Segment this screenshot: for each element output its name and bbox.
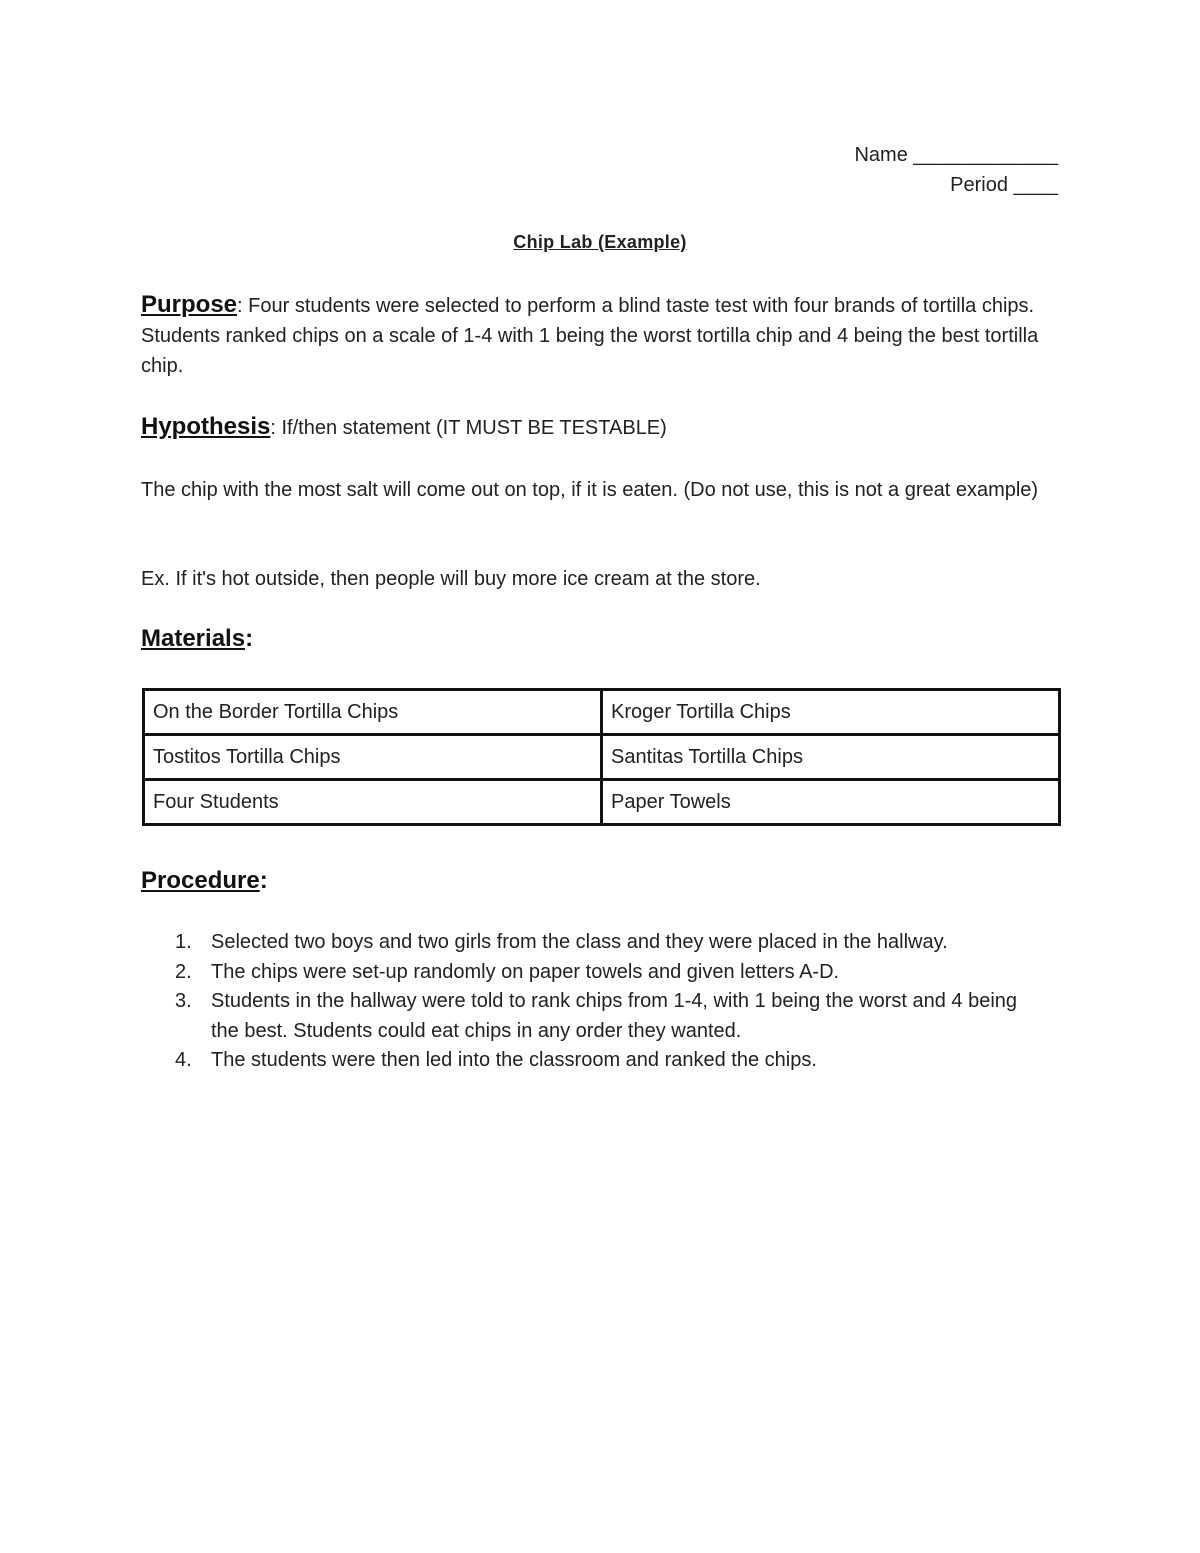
step-text: The students were then led into the classroom and ranked the chips. <box>211 1049 817 1071</box>
materials-colon: : <box>245 625 254 652</box>
hypothesis-section <box>141 412 1061 443</box>
step-text: Students in the hallway were told to rank chips from 1-4, with 1 being the worst and 4 being the best. Students could eat chips in any order they wanted. <box>211 990 1018 1042</box>
list-item <box>141 958 1041 988</box>
table-row <box>144 690 1060 735</box>
table-row <box>144 780 1060 825</box>
table-cell: On the Border Tortilla Chips <box>144 690 602 735</box>
table-cell: Four Students <box>144 780 602 825</box>
step-text: Selected two boys and two girls from the class and they were placed in the hallway. <box>211 931 948 953</box>
step-number: 1. <box>175 931 192 953</box>
hypothesis-text: : If/then statement (IT MUST BE TESTABLE) <box>270 417 667 439</box>
hypothesis-heading: Hypothesis <box>141 413 271 440</box>
list-item <box>141 1046 1041 1076</box>
document-title: Chip Lab (Example) <box>513 232 687 252</box>
step-number: 2. <box>175 960 192 983</box>
procedure-colon: : <box>259 867 268 894</box>
list-item <box>141 987 1041 1046</box>
materials-table <box>142 688 1061 826</box>
table-row <box>144 735 1060 780</box>
purpose-heading: Purpose <box>141 291 238 318</box>
period-blank: ____ <box>1013 174 1058 196</box>
hypothesis-good-example: Ex. If it's hot outside, then people will buy more ice cream at the store. <box>141 568 761 590</box>
period-label: Period <box>950 174 1008 196</box>
materials-heading: Materials <box>141 625 246 652</box>
name-line <box>854 144 1058 167</box>
step-number: 3. <box>175 990 192 1012</box>
hypothesis-bad-example: The chip with the most salt will come out on top, if it is eaten. (Do not use, this is not a great example) <box>141 479 1039 501</box>
table-cell: Santitas Tortilla Chips <box>602 735 1060 780</box>
name-label: Name <box>854 144 908 166</box>
step-number: 4. <box>175 1049 192 1071</box>
procedure-list <box>141 928 1041 1076</box>
step-text: The chips were set-up randomly on paper towels and given letters A-D. <box>211 960 840 983</box>
name-blank: _____________ <box>913 144 1058 166</box>
period-line <box>950 174 1058 197</box>
purpose-section <box>141 290 1061 381</box>
table-cell: Tostitos Tortilla Chips <box>144 735 602 780</box>
procedure-heading: Procedure <box>141 867 260 894</box>
table-cell: Paper Towels <box>602 780 1060 825</box>
table-cell: Kroger Tortilla Chips <box>602 690 1060 735</box>
purpose-text: : Four students were selected to perform a blind taste test with four brands of tortilla chips. Students ranked chips on a scale of 1-4 with 1 being the worst tortilla chip and 4 being the best tortilla chip. <box>141 295 1039 377</box>
procedure-section <box>141 866 1061 897</box>
materials-section <box>141 624 1061 655</box>
list-item <box>141 928 1041 958</box>
